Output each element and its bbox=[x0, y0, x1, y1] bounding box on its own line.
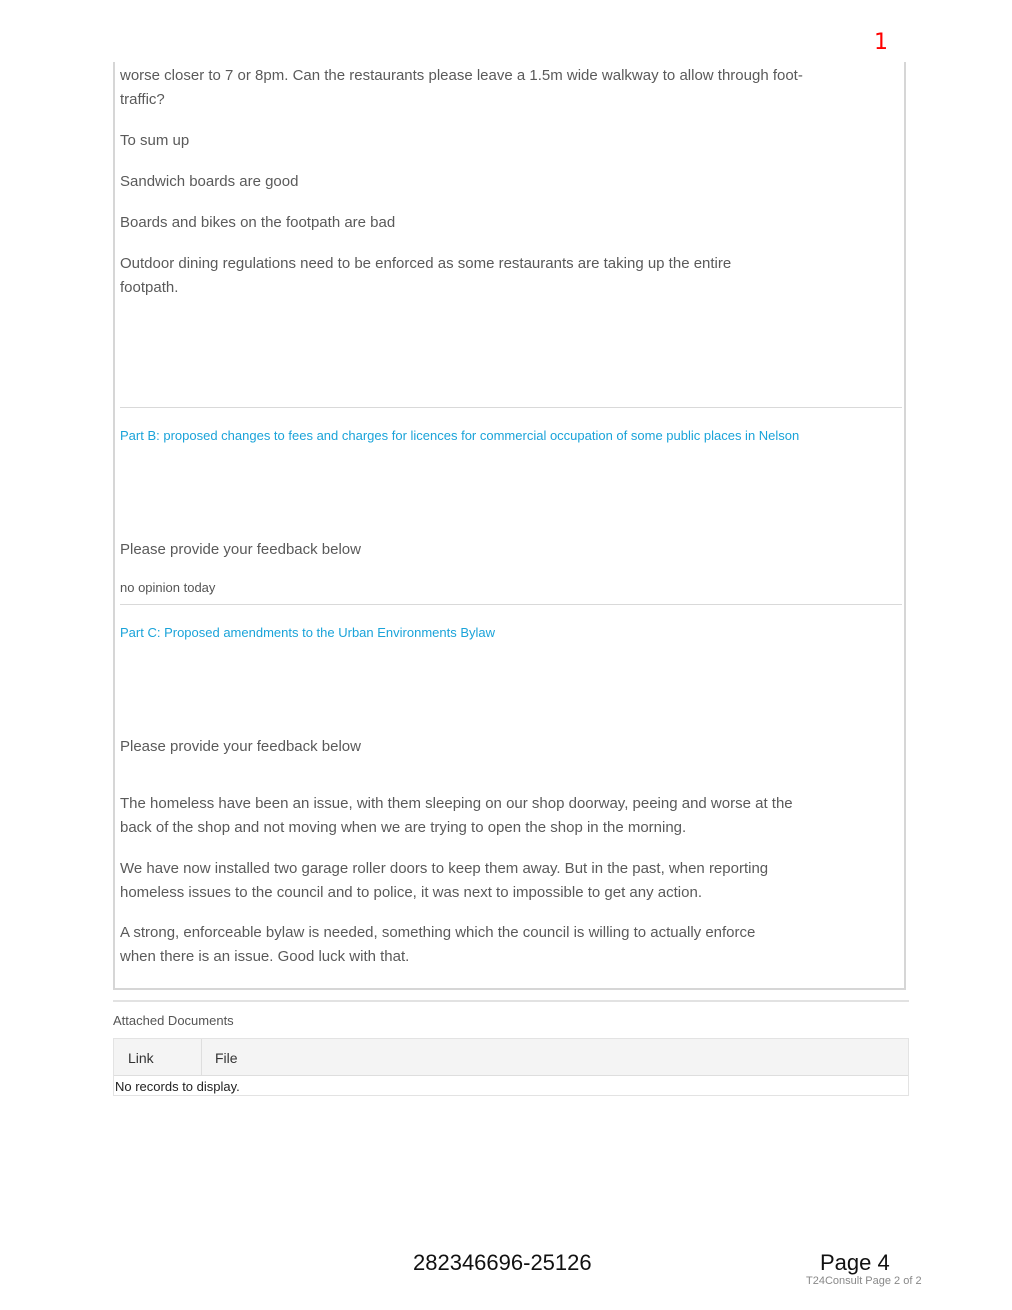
part-c-paragraph: We have now installed two garage roller doors to keep them away. But in the past, when reporting homeless issues to the council and to police, it was next to impossible to get any action. bbox=[120, 860, 769, 901]
column-header-file[interactable]: File bbox=[215, 1050, 238, 1066]
part-a-paragraph: Boards and bikes on the footpath are bad bbox=[120, 214, 396, 231]
page-marker: 1 bbox=[874, 30, 888, 55]
response-panel bbox=[113, 62, 906, 990]
footer-source-label: T24Consult Page 2 of 2 bbox=[806, 1275, 922, 1287]
part-c-heading: Part C: Proposed amendments to the Urban Environments Bylaw bbox=[120, 625, 496, 640]
part-a-paragraph: Outdoor dining regulations need to be enforced as some restaurants are taking up the entire footpath. bbox=[120, 255, 732, 296]
part-b-prompt: Please provide your feedback below bbox=[120, 541, 361, 558]
part-b-answer: no opinion today bbox=[120, 580, 216, 595]
part-c-paragraph: A strong, enforceable bylaw is needed, something which the council is willing to actually enforce when there is an issue. Good luck with that. bbox=[120, 924, 756, 965]
attached-documents-label: Attached Documents bbox=[113, 1013, 234, 1028]
column-separator bbox=[201, 1039, 202, 1076]
part-b-heading: Part B: proposed changes to fees and charges for licences for commercial occupation of some public places in Nelson bbox=[120, 428, 800, 443]
part-a-paragraph: To sum up bbox=[120, 132, 190, 149]
page-number: Page 4 bbox=[820, 1250, 890, 1275]
section-divider bbox=[120, 407, 902, 408]
attached-divider bbox=[113, 1000, 909, 1002]
part-c-prompt: Please provide your feedback below bbox=[120, 738, 361, 755]
document-id: 282346696-25126 bbox=[413, 1250, 592, 1275]
part-c-paragraph: The homeless have been an issue, with them sleeping on our shop doorway, peeing and worse at the back of the shop and not moving when we are trying to open the shop in the morning. bbox=[120, 795, 793, 836]
part-a-paragraph: worse closer to 7 or 8pm. Can the restaurants please leave a 1.5m wide walkway to allow through foot-traffic? bbox=[120, 67, 803, 108]
table-header bbox=[114, 1039, 908, 1076]
section-divider bbox=[120, 604, 902, 605]
attached-documents-table bbox=[113, 1038, 909, 1096]
part-a-paragraph: Sandwich boards are good bbox=[120, 173, 299, 190]
column-header-link[interactable]: Link bbox=[128, 1050, 154, 1066]
empty-message: No records to display. bbox=[115, 1079, 240, 1094]
